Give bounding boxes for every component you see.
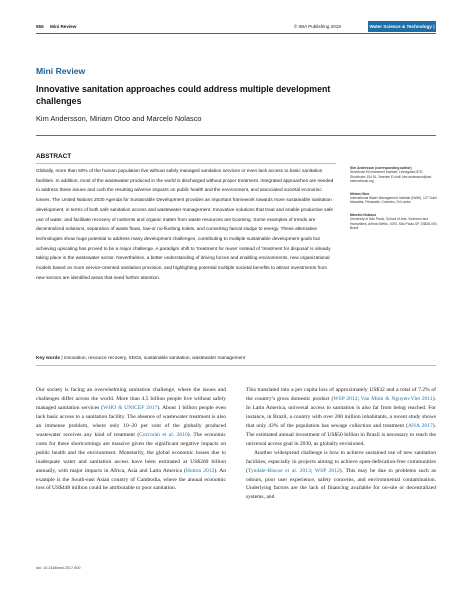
abstract-text: Globally, more than 60% of the human population live without safely managed sanitation services or even lack access to basic sanitation facilities. In addition, most of the wastewater produced in the world is discharged without proper treatment. Integrated approaches are needed to address these issues and curb the resulting adverse impacts on public health and the environment, and associated societal economic losses. The United Nations 2030 Agenda for Sustainable Development provides an important framework towards more sustainable sanitation development, in terms of both safe sanitation access and wastewater management. Innovative solutions that treat and enable productive safe use of water, and facilitate recovery of nutrients and organic matter from waste resources are booming. Some examples of trends are decentralized solutions, separation of waste flows, low-or no-flushing toilets, and converting faecal sludge to energy. These alternative technologies show huge potential to address many development challenges, contributing to multiple sustainable development goals but achieving upscaling has proved to be a major challenge. A paradigm shift to ‘treatment for reuse’ instead of ‘treatment for disposal’ is already taking place in the wastewater sector. Nevertheless, a better understanding of driving forces and enabling environments, new organizational models based on more service-oriented sanitation provision, and highlighting potential multiple societal benefits to attract investments from new sectors are identified areas that need further attention. — [36, 169, 334, 281]
body-text: This translated into a per capita loss of approximately US$32 and a total of 7.2% of the country’s gross domestic product ( — [246, 387, 436, 402]
affiliation-name: Marcelo Nolasco — [350, 212, 377, 217]
body-column-left — [36, 386, 226, 493]
citation-link[interactable]: Van Minh & Nguyen-Viet 2011 — [360, 395, 433, 402]
body-text: Our society is facing an overwhelming sanitation challenge, where the issues and challenges differ across the world. More than 4.5 billion people live without safely managed sanitation services ( — [36, 387, 226, 411]
body-text: ). An example is the South-east Asian country of Cambodia, where the annual economic loss of US$448 million could be attributable to poor sanitation. — [36, 467, 227, 492]
body-text: ; — [310, 467, 315, 474]
citation-link[interactable]: ANA 2017 — [407, 422, 433, 429]
body-text: ). This may be due to problems such as odours, poor user experience, safety concerns, and environmental contamination. Underlying factors are the lack of financing available for on-site or decentralized systems, and — [246, 467, 436, 501]
keywords — [36, 355, 336, 363]
affiliation-block — [350, 192, 438, 205]
citation-link[interactable]: WSP 2012 — [314, 467, 340, 474]
body-text: ; — [357, 395, 361, 402]
body-text: ). The economic costs for these shortcomings are massive given the significant negative impacts on public health and the environment. Monetarily, the global economic losses due to inadequate water and sanitation access have been estimated at US$260 billion annually, with major impacts in Africa, Asia and Latin America ( — [36, 431, 227, 474]
affiliation-name: Kim Andersson (corresponding author) — [350, 166, 412, 170]
header-divider — [36, 33, 436, 34]
body-text: ). In Latin America, universal access to sanitation is also far from being reached. For instance, in Brazil, a country with over 200 million inhabitants, a recent study shows that only 43% of the population has sewage collection and treatment ( — [246, 395, 436, 429]
affiliation-address: International Water Management Institute (IWMI), 127 Sunil Mawatha, Pelawatte, Colombo, Sri Lanka — [350, 196, 437, 205]
body-text: ). The estimated annual investment of US$50 billion in Brazil is necessary to reach the universal access goal in 2030, as globally envisioned. — [246, 422, 436, 447]
body-paragraph — [246, 449, 436, 503]
affiliation-block — [350, 213, 438, 231]
body-paragraph — [36, 386, 226, 493]
body-column-right — [246, 386, 436, 502]
page-number: 555 — [36, 24, 44, 29]
citation-link[interactable]: Tyndale-Biscoe et al. 2013 — [247, 467, 311, 474]
keywords-list: | innovation, resource recovery, SDGs, sustainable sanitation, wastewater management — [61, 356, 246, 361]
article-type: Mini Review — [36, 66, 86, 76]
body-text: Another widespread challenge is how to achieve sustained use of new sanitation facilities, especially in projects aiming to achieve open-defecation-free communities ( — [246, 449, 436, 474]
running-section: Mini Review — [50, 24, 77, 29]
body-text: ). About 1 billion people even lack basic access to a sanitation facility. The absence of wastewater treatment is also an immense problem, where only 10–20 per cent of the globally produced wastewater receives any kind of treatment ( — [36, 404, 226, 438]
doi-line: doi: 10.2166/wst.2017.600 — [36, 566, 81, 570]
keywords-label: Key words — [36, 356, 61, 361]
article-title: Innovative sanitation approaches could address multiple development challenges — [36, 84, 331, 106]
citation-link[interactable]: WHO & UNICEF 2017 — [102, 404, 158, 411]
publisher-line: © IWA Publishing 2018 — [294, 24, 341, 29]
affiliation-address: University of São Paulo, School of Arts, Sciences and Humanities, Arlindo Béttio, 1000, São Paulo-SP, 03828-000, Brazil — [350, 217, 438, 231]
affiliations — [350, 166, 438, 238]
keywords-divider — [36, 365, 436, 366]
journal-banner: Water Science & Technology | 77.4 | 2018 — [368, 21, 436, 32]
affiliation-name: Miriam Otoo — [350, 191, 370, 196]
body-paragraph — [246, 386, 436, 449]
citation-link[interactable]: Hutton 2012 — [185, 467, 215, 474]
running-header — [36, 21, 436, 40]
citation-link[interactable]: WSP 2012 — [333, 395, 358, 402]
abstract-heading: ABSTRACT — [36, 153, 72, 160]
abstract-divider — [36, 163, 336, 164]
affiliation-block — [350, 166, 438, 184]
affiliation-address: Stockholm Environment Institute, Linnégatan 87D, Stockholm 104 51, Sweden E-mail: kim.andersson@sei-international.org — [350, 170, 433, 184]
title-divider — [36, 135, 436, 136]
author-list: Kim Andersson, Miriam Otoo and Marcelo Nolasco — [36, 114, 202, 123]
citation-link[interactable]: Corcoran et al. 2010 — [139, 431, 188, 438]
